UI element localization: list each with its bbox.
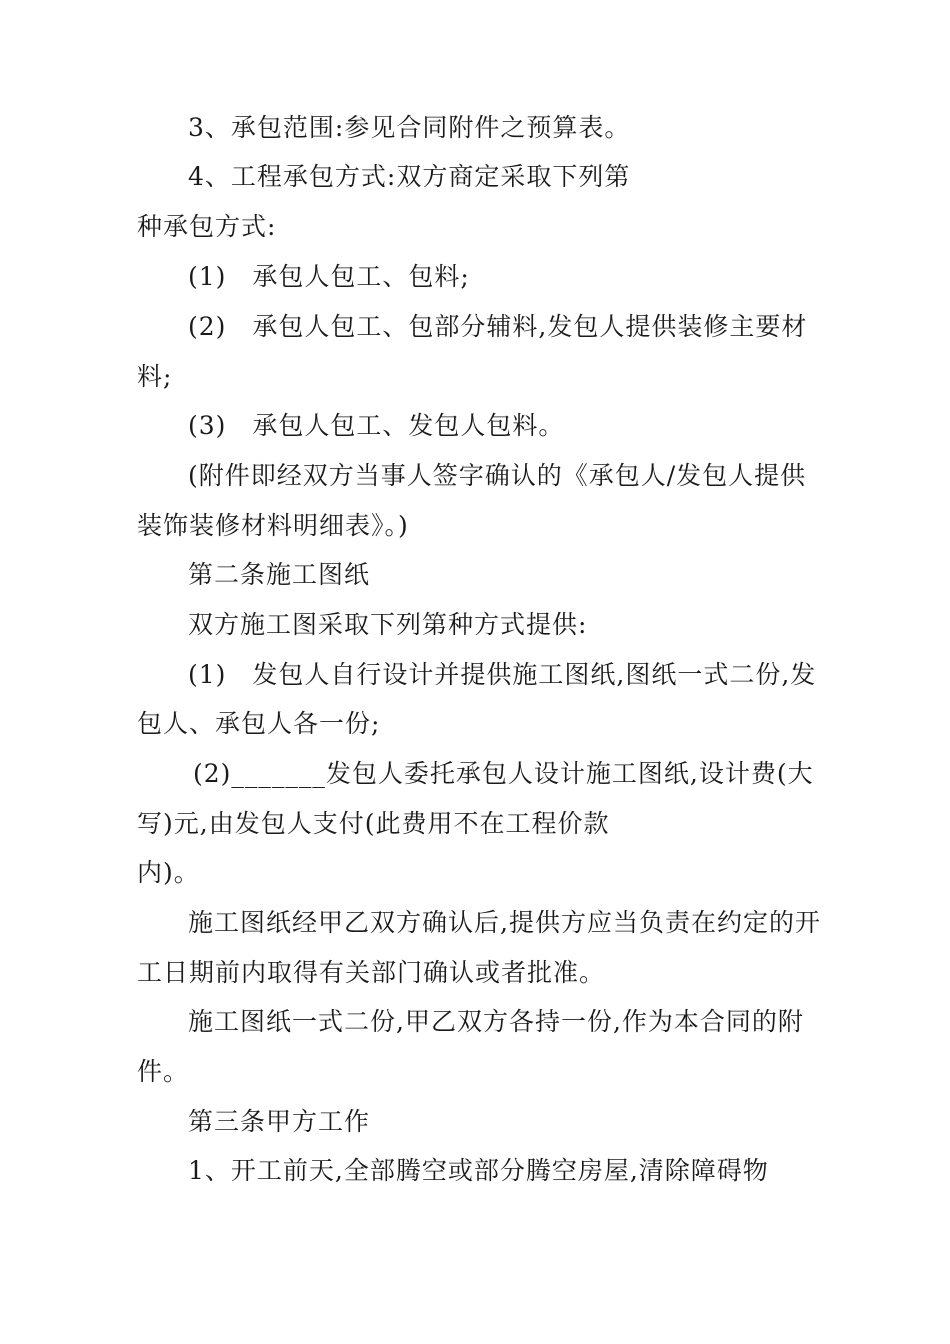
contract-method-continuation: 种承包方式: [137, 212, 277, 241]
drawings-option-2: (2)_______发包人委托承包人设计施工图纸,设计费(大 [193, 759, 814, 788]
drawings-copies-clause: 施工图纸一式二份,甲乙双方各持一份,作为本合同的附 [188, 1007, 804, 1036]
drawings-approval-continuation: 工日期前内取得有关部门确认或者批准。 [137, 958, 606, 987]
attachment-note-continuation: 装饰装修材料明细表》。) [137, 511, 409, 540]
drawings-method-clause: 双方施工图采取下列第种方式提供: [188, 610, 588, 639]
drawings-option-1: (1) 发包人自行设计并提供施工图纸,图纸一式二份,发 [188, 660, 817, 689]
option-2-partial-materials: (2) 承包人包工、包部分辅料,发包人提供装修主要材 [188, 312, 808, 341]
drawings-copies-continuation: 件。 [137, 1057, 190, 1086]
drawings-option-2-end: 内)。 [137, 858, 200, 887]
attachment-note: (附件即经双方当事人签字确认的《承包人/发包人提供 [188, 461, 807, 490]
option-3-labor-only: (3) 承包人包工、发包人包料。 [188, 411, 565, 440]
contract-method-clause: 4、工程承包方式:双方商定采取下列第 [188, 162, 631, 191]
scope-clause: 3、承包范围:参见合同附件之预算表。 [188, 113, 631, 142]
option-1-labor-materials: (1) 承包人包工、包料; [188, 262, 470, 291]
article-2-heading: 第二条施工图纸 [188, 560, 371, 589]
drawings-option-2-continuation: 写)元,由发包人支付(此费用不在工程价款 [137, 809, 610, 838]
drawings-option-1-continuation: 包人、承包人各一份; [137, 709, 381, 738]
drawings-approval-clause: 施工图纸经甲乙双方确认后,提供方应当负责在约定的开 [188, 908, 821, 937]
article-3-heading: 第三条甲方工作 [188, 1107, 371, 1136]
party-a-duty-1: 1、开工前天,全部腾空或部分腾空房屋,清除障碍物 [188, 1156, 769, 1185]
option-2-continuation: 料; [137, 362, 173, 391]
